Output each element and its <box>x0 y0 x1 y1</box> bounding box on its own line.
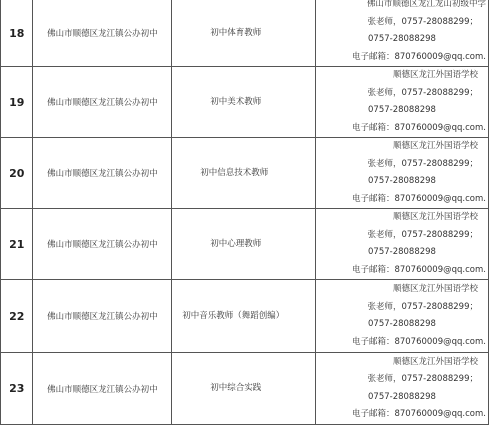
hiring-unit: 佛山市顺德区龙江镇公办初中 <box>33 0 172 67</box>
contact-info <box>315 280 488 353</box>
contact-phone-alt: 0757-28088298 <box>368 105 436 115</box>
contact-phone: 张老师，0757-28088299； <box>367 301 478 312</box>
contact-school: 顺德区龙江外国语学校 <box>392 141 478 151</box>
contact-school: 顺德区龙江外国语学校 <box>392 284 478 294</box>
contact-info <box>315 67 488 138</box>
contact-info <box>315 0 488 67</box>
contact-email: 电子邮箱：870760009@qq.com. <box>351 193 486 204</box>
contact-phone: 张老师，0757-28088299； <box>367 374 478 384</box>
contact-email: 电子邮箱：870760009@qq.com. <box>351 336 486 347</box>
hiring-unit: 佛山市顺德区龙江镇公办初中 <box>33 209 172 280</box>
post-title-text: 初中心理教师 <box>210 238 262 249</box>
contact-school: 顺德区龙江外国语学校 <box>392 212 478 222</box>
table-row <box>1 353 489 425</box>
row-number: 21 <box>1 209 33 280</box>
contact-email: 电子邮箱：870760009@qq.com. <box>351 122 486 133</box>
table-row <box>1 280 489 353</box>
contact-school: 顺德区龙江外国语学校 <box>392 70 478 80</box>
hiring-unit: 佛山市顺德区龙江镇公办初中 <box>33 353 172 425</box>
contact-phone-alt: 0757-28088298 <box>368 391 436 402</box>
hiring-unit: 佛山市顺德区龙江镇公办初中 <box>33 138 172 209</box>
row-number: 22 <box>1 280 33 353</box>
table-row <box>1 209 489 280</box>
contact-school: 顺德区龙江外国语学校 <box>392 356 478 367</box>
post-title <box>172 138 316 209</box>
row-number: 20 <box>1 138 33 209</box>
post-title-text: 初中体育教师 <box>210 27 262 38</box>
contact-phone: 张老师，0757-28088299； <box>367 229 478 240</box>
post-title <box>172 353 316 425</box>
contact-phone-alt: 0757-28088298 <box>368 34 436 44</box>
contact-phone: 张老师，0757-28088299； <box>367 16 478 27</box>
contact-school: 佛山市顺德区龙江龙山初级中学 <box>366 0 486 9</box>
post-title-text: 初中综合实践 <box>210 383 262 393</box>
post-title-text: 初中信息技术教师 <box>200 167 269 178</box>
post-title <box>172 67 316 138</box>
contact-email: 电子邮箱：870760009@qq.com. <box>351 409 486 419</box>
contact-info <box>315 138 488 209</box>
row-number: 23 <box>1 353 33 425</box>
post-title-text: 初中美术教师 <box>210 96 262 107</box>
contact-phone-alt: 0757-28088298 <box>368 176 436 186</box>
row-number: 18 <box>1 0 33 67</box>
post-title <box>172 280 316 353</box>
hiring-unit: 佛山市顺德区龙江镇公办初中 <box>33 67 172 138</box>
hiring-unit: 佛山市顺德区龙江镇公办初中 <box>33 280 172 353</box>
table-row <box>1 67 489 138</box>
contact-info <box>315 209 488 280</box>
table-row <box>1 0 489 67</box>
contact-email: 电子邮箱：870760009@qq.com. <box>351 264 486 275</box>
post-title-text: 初中音乐教师（舞蹈创编） <box>182 310 285 321</box>
contact-phone-alt: 0757-28088298 <box>368 319 436 329</box>
contact-email: 电子邮箱：870760009@qq.com. <box>351 51 486 62</box>
table-row <box>1 138 489 209</box>
contact-info <box>315 353 488 425</box>
contact-phone: 张老师，0757-28088299； <box>367 158 478 169</box>
row-number: 19 <box>1 67 33 138</box>
contact-phone-alt: 0757-28088298 <box>368 247 436 257</box>
post-title <box>172 209 316 280</box>
post-title <box>172 0 316 67</box>
contact-phone: 张老师，0757-28088299； <box>367 87 478 98</box>
